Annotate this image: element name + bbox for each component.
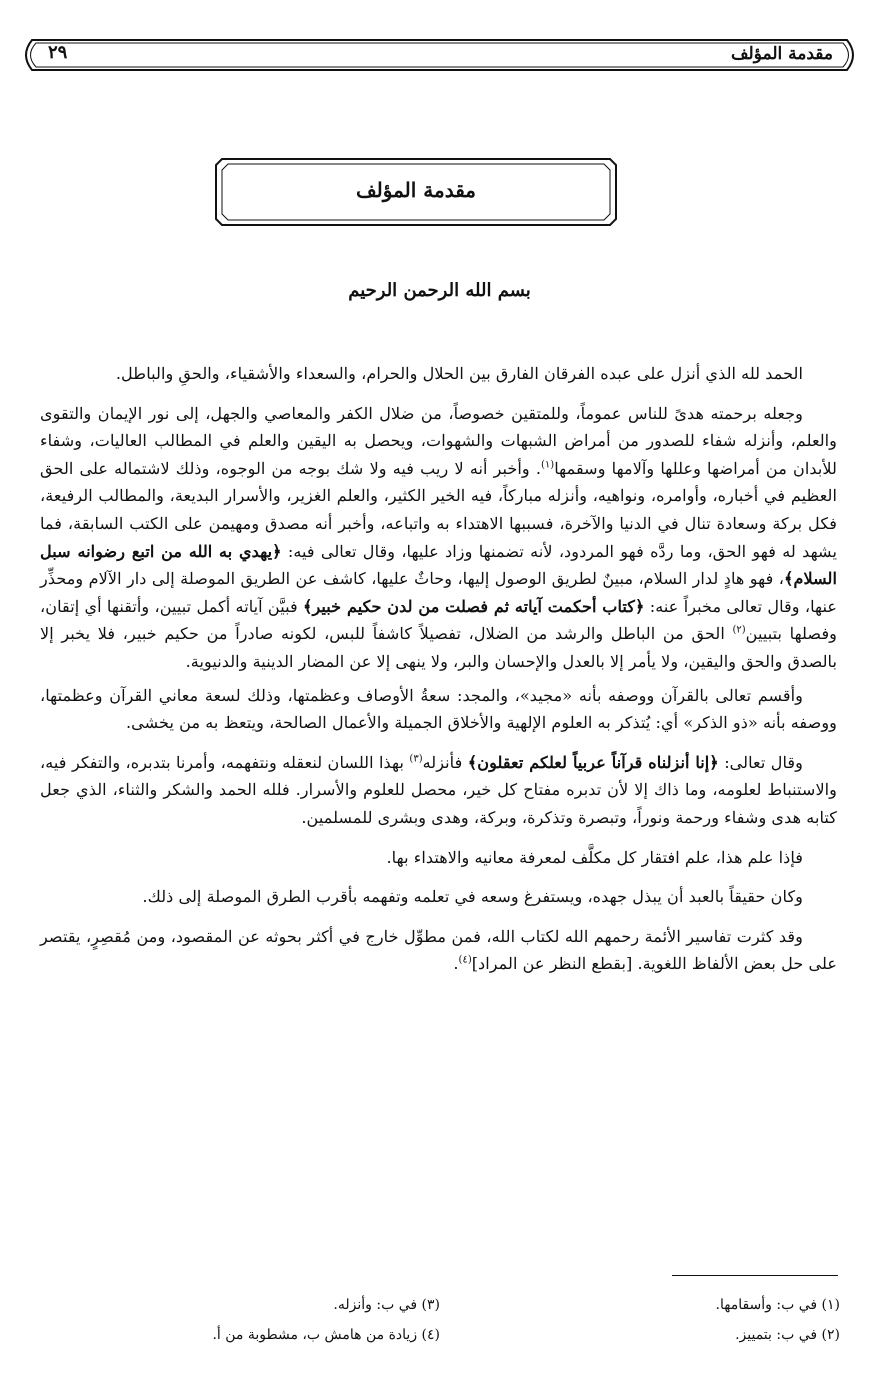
- footnote-1: (١) في ب: وأسقامها.: [715, 1297, 840, 1313]
- text-run: فبيَّن آياته أكمل تبيين، وأتقنها أي إتقان، وفصلها بتبيين: [40, 596, 837, 644]
- footnote-column-left: [120, 1290, 440, 1350]
- text-run: . وأخبر أنه لا ريب فيه ولا شك بوجه من الوجوه، وذلك لاشتماله على الحق العظيم في أخباره، وأوامره، ونواهيه، وأنزله مباركاً، فيه الخير الكثير، والعلم الغزير، والأسرار البديعة، والمطالب الرفيعة، فكل بركة وسعادة تنال في الدنيا والآخرة، فسببها الاهتداء به واتباعه، وأخبر أنه مصدق ومهيمن على الكتب السابقة، فما يشهد له فهو الحق، وما ردَّه فهو المردود، لأنه تضمنها وزاد عليها، وقال تعالى فيه:: [40, 458, 837, 561]
- page-number: ٢٩: [48, 42, 68, 63]
- footnote-column-right: [520, 1290, 840, 1350]
- footnote-3: (٣) في ب: وأنزله.: [333, 1297, 440, 1313]
- main-text: [40, 360, 837, 990]
- paragraph-7: [40, 923, 837, 978]
- footnote-4: (٤) زيادة من هامش ب، مشطوبة من أ.: [212, 1327, 440, 1343]
- quran-verse: ﴿يهدي به الله من اتبع رضوانه سبل السلام﴾: [40, 541, 837, 589]
- footnote-ref-1: (١): [541, 459, 555, 471]
- footnote-ref-2: (٢): [732, 624, 746, 636]
- paragraph-3: وأقسم تعالى بالقرآن ووصفه بأنه «مجيد»، والمجد: سعةُ الأوصاف وعظمتها، وذلك لسعة معاني القرآن وعظمتها، ووصفه بأنه «ذو الذكر» أي: يُتذكر به العلوم الإلهية والأخلاق الجميلة والأعمال الصالحة، ويتعظ به من يخشى.: [40, 685, 837, 733]
- section-title: مقدمة المؤلف: [355, 178, 477, 202]
- text-run: ، فهو هادٍ لدار السلام، مبينٌ لطريق الوصول إليها، وحاثٌ عليها، كاشف عن الطريق الموصلة إلى دار الآلام ومحذِّر عنها، وقال تعالى مخبراً عنه:: [40, 569, 838, 616]
- paragraph-2: [40, 400, 837, 676]
- footnote-ref-3: (٣): [409, 753, 423, 765]
- running-header: [18, 38, 861, 72]
- text-run: .: [453, 954, 459, 974]
- quran-verse: ﴿إنا أنزلناه قرآناً عربياً لعلكم تعقلون﴾: [467, 752, 719, 772]
- text-run: وقال تعالى:: [724, 752, 803, 772]
- running-header-title: مقدمة المؤلف: [730, 44, 833, 64]
- paragraph-6: وكان حقيقاً بالعبد أن يبذل جهده، ويستفرغ وسعه في تعلمه وتفهمه بأقرب الطرق الموصلة إلى ذلك.: [142, 887, 803, 907]
- paragraph-1: الحمد لله الذي أنزل على عبده الفرقان الفارق بين الحلال والحرام، والسعداء والأشقياء، والحقِ والباطل.: [115, 364, 803, 383]
- paragraph-5: فإذا علم هذا، علم افتقار كل مكلَّف لمعرفة معانيه والاهتداء بها.: [386, 847, 803, 867]
- text-run: الحق من الباطل والرشد من الضلال، تفصيلاً كاشفاً للبس، لكونه صادراً من حكيم خبير، فلا يخبر إلا بالصدق والحق واليقين، ولا يأمر إلا بالعدل والإحسان والبر، ولا ينهى إلا عن المضار الدينية والدنيوية.: [40, 624, 837, 671]
- text-run: وقد كثرت تفاسير الأئمة رحمهم الله لكتاب الله، فمن مطوِّل خارج في أكثر بحوثه عن المقصود، ومن مُقصِرٍ، يقتصر على حل بعض الألفاظ اللغوية. [بقطع النظر عن المراد]: [40, 926, 837, 974]
- text-run: بهذا اللسان لنعقله ونتفهمه، وأمرنا بتدبره، والتفكر فيه، والاستنباط لعلومه، وما ذاك إلا لأن تدبره مفتاح كل خير، محصل للعلوم والأسرار. فلله الحمد والشكر والثناء، الذي جعل كتابه هدى وشفاء ورحمة ونوراً، وتبصرة وتذكرة، وبركة، وهدى وبشرى للمسلمين.: [40, 752, 837, 827]
- footnote-ref-4: (٤): [458, 954, 472, 966]
- footnote-divider: [672, 1275, 838, 1276]
- text-run: فأنزله: [422, 752, 468, 772]
- paragraph-4: [40, 749, 837, 832]
- basmala: بسم الله الرحمن الرحيم: [348, 280, 531, 301]
- text-run: وجعله برحمته هدىً للناس عموماً، وللمتقين خصوصاً، من ضلال الكفر والمعاصي والجهل، إلى نور الإيمان والتقوى والعلم، وأنزله شفاء للصدور من أمراض الشبهات والشهوات، ويحصل به اليقين والعلم في المطالب العاليات، وشفاء للأبدان من أمراضها وعللها وآلامها وسقمها: [40, 403, 837, 478]
- footnote-2: (٢) في ب: بتمييز.: [735, 1327, 840, 1343]
- quran-verse: ﴿كتاب أحكمت آياته ثم فصلت من لدن حكيم خبير﴾: [303, 596, 645, 616]
- section-title-frame: [214, 157, 618, 227]
